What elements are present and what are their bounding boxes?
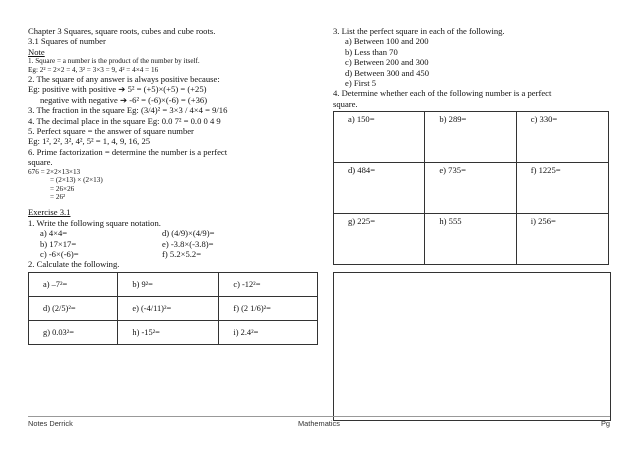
table-row bbox=[334, 214, 609, 265]
footer-page: Pg bbox=[600, 419, 610, 428]
question-4: 4. Determine whether each of the following number is a perfect bbox=[333, 88, 552, 99]
q1-row bbox=[28, 249, 318, 259]
factorization-line-3: = 26×26 bbox=[50, 184, 75, 193]
q1-item: a) 4×4= bbox=[40, 228, 68, 239]
footer-author: Notes Derrick bbox=[28, 419, 73, 428]
right-column bbox=[333, 26, 611, 265]
question-4-cont: square. bbox=[333, 98, 358, 109]
factorization-line-4: = 26² bbox=[50, 192, 66, 201]
page-footer bbox=[28, 416, 610, 429]
table-cell: c) 330= bbox=[516, 112, 608, 163]
table-row bbox=[334, 163, 609, 214]
note-5: 5. Perfect square = the answer of square number bbox=[28, 126, 194, 137]
answer-box bbox=[333, 272, 611, 421]
table-cell: h) 555 bbox=[425, 214, 516, 265]
table-cell: f) 1225= bbox=[516, 163, 608, 214]
q1-item: c) -6×(-6)= bbox=[40, 248, 79, 259]
factorization-line-1: 676 = 2×2×13×13 bbox=[28, 167, 81, 176]
note-6-cont: square. bbox=[28, 157, 53, 168]
q1-item: f) 5.2×5.2= bbox=[162, 248, 202, 259]
left-column bbox=[28, 26, 318, 345]
table-cell: i) 2.4²= bbox=[219, 320, 318, 344]
question-1: 1. Write the following square notation. bbox=[28, 217, 161, 228]
table-cell: e) (-4/11)²= bbox=[118, 296, 219, 320]
table-cell: b) 9²= bbox=[118, 272, 219, 296]
note-2: 2. The square of any answer is always positive because: bbox=[28, 74, 220, 85]
table-cell: g) 225= bbox=[334, 214, 425, 265]
q3-item: b) Less than 70 bbox=[345, 46, 398, 57]
q1-row bbox=[28, 239, 318, 249]
q1-item: e) -3.8×(-3.8)= bbox=[162, 238, 214, 249]
table-cell: c) -12²= bbox=[219, 272, 318, 296]
table-row bbox=[29, 320, 318, 344]
table-cell: h) -15²= bbox=[118, 320, 219, 344]
table-cell: a) 150= bbox=[334, 112, 425, 163]
table-cell: d) (2/5)²= bbox=[29, 296, 118, 320]
note-2-example-positive: Eg: positive with positive ➔ 5² = (+5)×(+5) = (+25) bbox=[28, 84, 207, 95]
section-title: 3.1 Squares of number bbox=[28, 36, 106, 47]
note-4: 4. The decimal place in the square Eg: 0.0 7² = 0.0 0 4 9 bbox=[28, 115, 221, 126]
note-1: 1. Square = a number is the product of the number by itself. bbox=[28, 57, 200, 66]
note-1-example: Eg: 2² = 2×2 = 4, 3² = 3×3 = 9, 4² = 4×4 = 16 bbox=[28, 65, 159, 74]
note-2-example-negative: negative with negative ➔ -6² = (-6)×(-6) = (+36) bbox=[40, 94, 208, 105]
table-cell: a) –7²= bbox=[29, 272, 118, 296]
q1-row bbox=[28, 228, 318, 238]
calculate-table bbox=[28, 272, 318, 345]
chapter-title: Chapter 3 Squares, square roots, cubes and cube roots. bbox=[28, 26, 216, 36]
table-cell: g) 0.03²= bbox=[29, 320, 118, 344]
q1-item: d) (4/9)×(4/9)= bbox=[162, 228, 215, 239]
table-cell: f) (2 1/6)²= bbox=[219, 296, 318, 320]
note-heading: Note bbox=[28, 46, 45, 57]
note-5-example: Eg: 1², 2², 3², 4², 5² = 1, 4, 9, 16, 25 bbox=[28, 136, 151, 147]
table-cell: i) 256= bbox=[516, 214, 608, 265]
exercise-title: Exercise 3.1 bbox=[28, 207, 71, 218]
table-row bbox=[29, 272, 318, 296]
q3-item: a) Between 100 and 200 bbox=[345, 36, 429, 47]
perfect-square-table bbox=[333, 111, 609, 265]
table-cell: e) 735= bbox=[425, 163, 516, 214]
table-row bbox=[29, 296, 318, 320]
table-row bbox=[334, 112, 609, 163]
q3-item: e) First 5 bbox=[345, 78, 377, 89]
footer-subject: Mathematics bbox=[298, 419, 340, 428]
question-2: 2. Calculate the following. bbox=[28, 259, 120, 270]
factorization-line-2: = (2×13) × (2×13) bbox=[50, 176, 103, 185]
table-cell: b) 289= bbox=[425, 112, 516, 163]
note-3: 3. The fraction in the square Eg: (3/4)² = 3×3 / 4×4 = 9/16 bbox=[28, 105, 228, 116]
table-cell: d) 484= bbox=[334, 163, 425, 214]
q1-item: b) 17×17= bbox=[40, 238, 77, 249]
q3-item: d) Between 300 and 450 bbox=[345, 67, 430, 78]
note-6: 6. Prime factorization = determine the number is a perfect bbox=[28, 146, 228, 157]
q3-item: c) Between 200 and 300 bbox=[345, 57, 429, 68]
question-3: 3. List the perfect square in each of the following. bbox=[333, 26, 505, 36]
